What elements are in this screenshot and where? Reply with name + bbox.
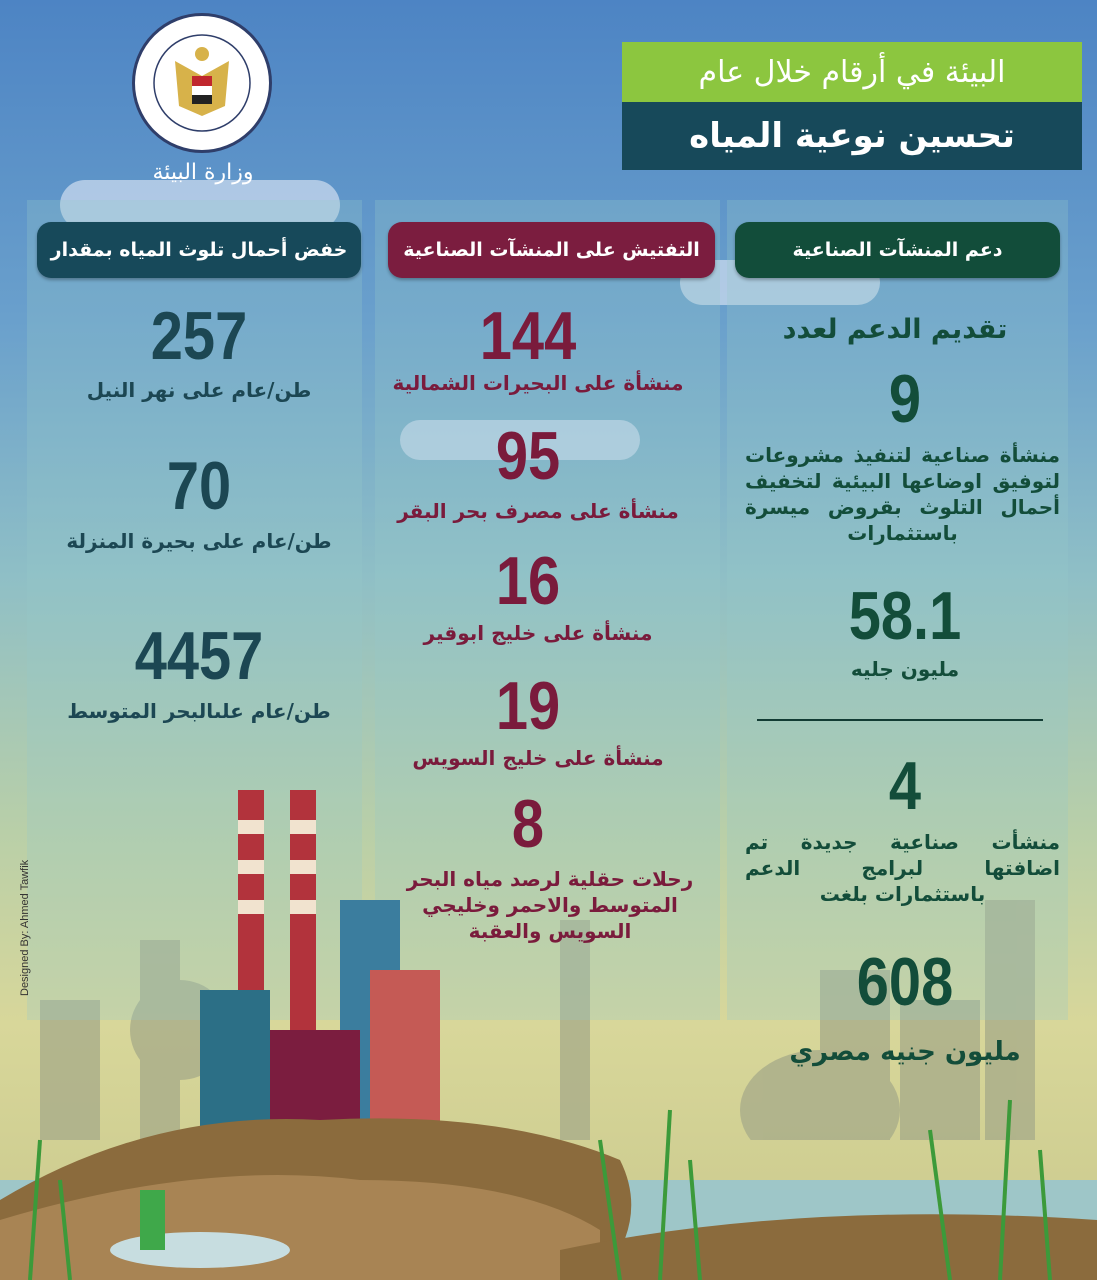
designer-credit: Designed By: Ahmed Tawfik xyxy=(19,859,31,996)
logo-caption: وزارة البيئة xyxy=(152,160,254,185)
stat-label: منشأة على البحيرات الشمالية xyxy=(392,371,684,395)
middle-column-header: التفتيش على المنشآت الصناعية xyxy=(388,222,715,278)
left-column-header: خفض أحمال تلوث المياه بمقدار xyxy=(37,222,361,278)
factory-illustration xyxy=(0,780,1097,1280)
stat-value: 58.1 xyxy=(848,578,962,654)
stat-label: منشأة صناعية لتنفيذ مشروعات لتوفيق اوضاعها البيئية لتخفيف أحمال التلوث بقروض ميسرة باستثمارات xyxy=(745,443,1060,545)
stat-value: 16 xyxy=(495,543,561,619)
divider xyxy=(757,719,1043,721)
stat-value: 70 xyxy=(166,448,232,524)
stat-value: 9 xyxy=(888,361,922,437)
stat-label: مليون جليه xyxy=(850,657,960,681)
stat-value: 8 xyxy=(511,786,545,862)
stat-value: 4457 xyxy=(134,618,264,694)
stat-label: مليون جنيه مصري xyxy=(789,1037,1021,1067)
right-column-header: دعم المنشآت الصناعية xyxy=(735,222,1060,278)
header-subtitle: البيئة في أرقام خلال عام xyxy=(622,42,1082,102)
stat-label: منشأة على مصرف بحر البقر xyxy=(397,499,679,523)
stat-value: 608 xyxy=(856,944,954,1020)
stat-label: رحلات حقلية لرصد مياه البحر المتوسط والاحمر وخليجي السويس والعقبة xyxy=(406,867,694,943)
stat-label: منشأت صناعية جديدة تم اضافتها لبرامج الدعم باستثمارات بلغت xyxy=(745,830,1060,906)
stat-label: طن/عام علىالبحر المتوسط xyxy=(67,699,331,723)
stat-value: 144 xyxy=(479,298,577,374)
page-title: تحسين نوعية المياه xyxy=(622,102,1082,170)
stat-value: 19 xyxy=(495,668,561,744)
stat-label: منشأة على خليج ابوقير xyxy=(423,621,653,645)
stat-label: طن/عام على بحيرة المنزلة xyxy=(66,529,332,553)
stat-value: 4 xyxy=(888,748,922,824)
stat-label: منشأة على خليج السويس xyxy=(412,746,664,770)
stat-label: طن/عام على نهر النيل xyxy=(86,378,312,402)
ministry-logo xyxy=(132,13,272,153)
eagle-emblem-icon xyxy=(135,16,269,150)
stat-value: 257 xyxy=(150,298,248,374)
support-intro: تقديم الدعم لعدد xyxy=(782,314,1008,345)
stat-value: 95 xyxy=(495,418,561,494)
